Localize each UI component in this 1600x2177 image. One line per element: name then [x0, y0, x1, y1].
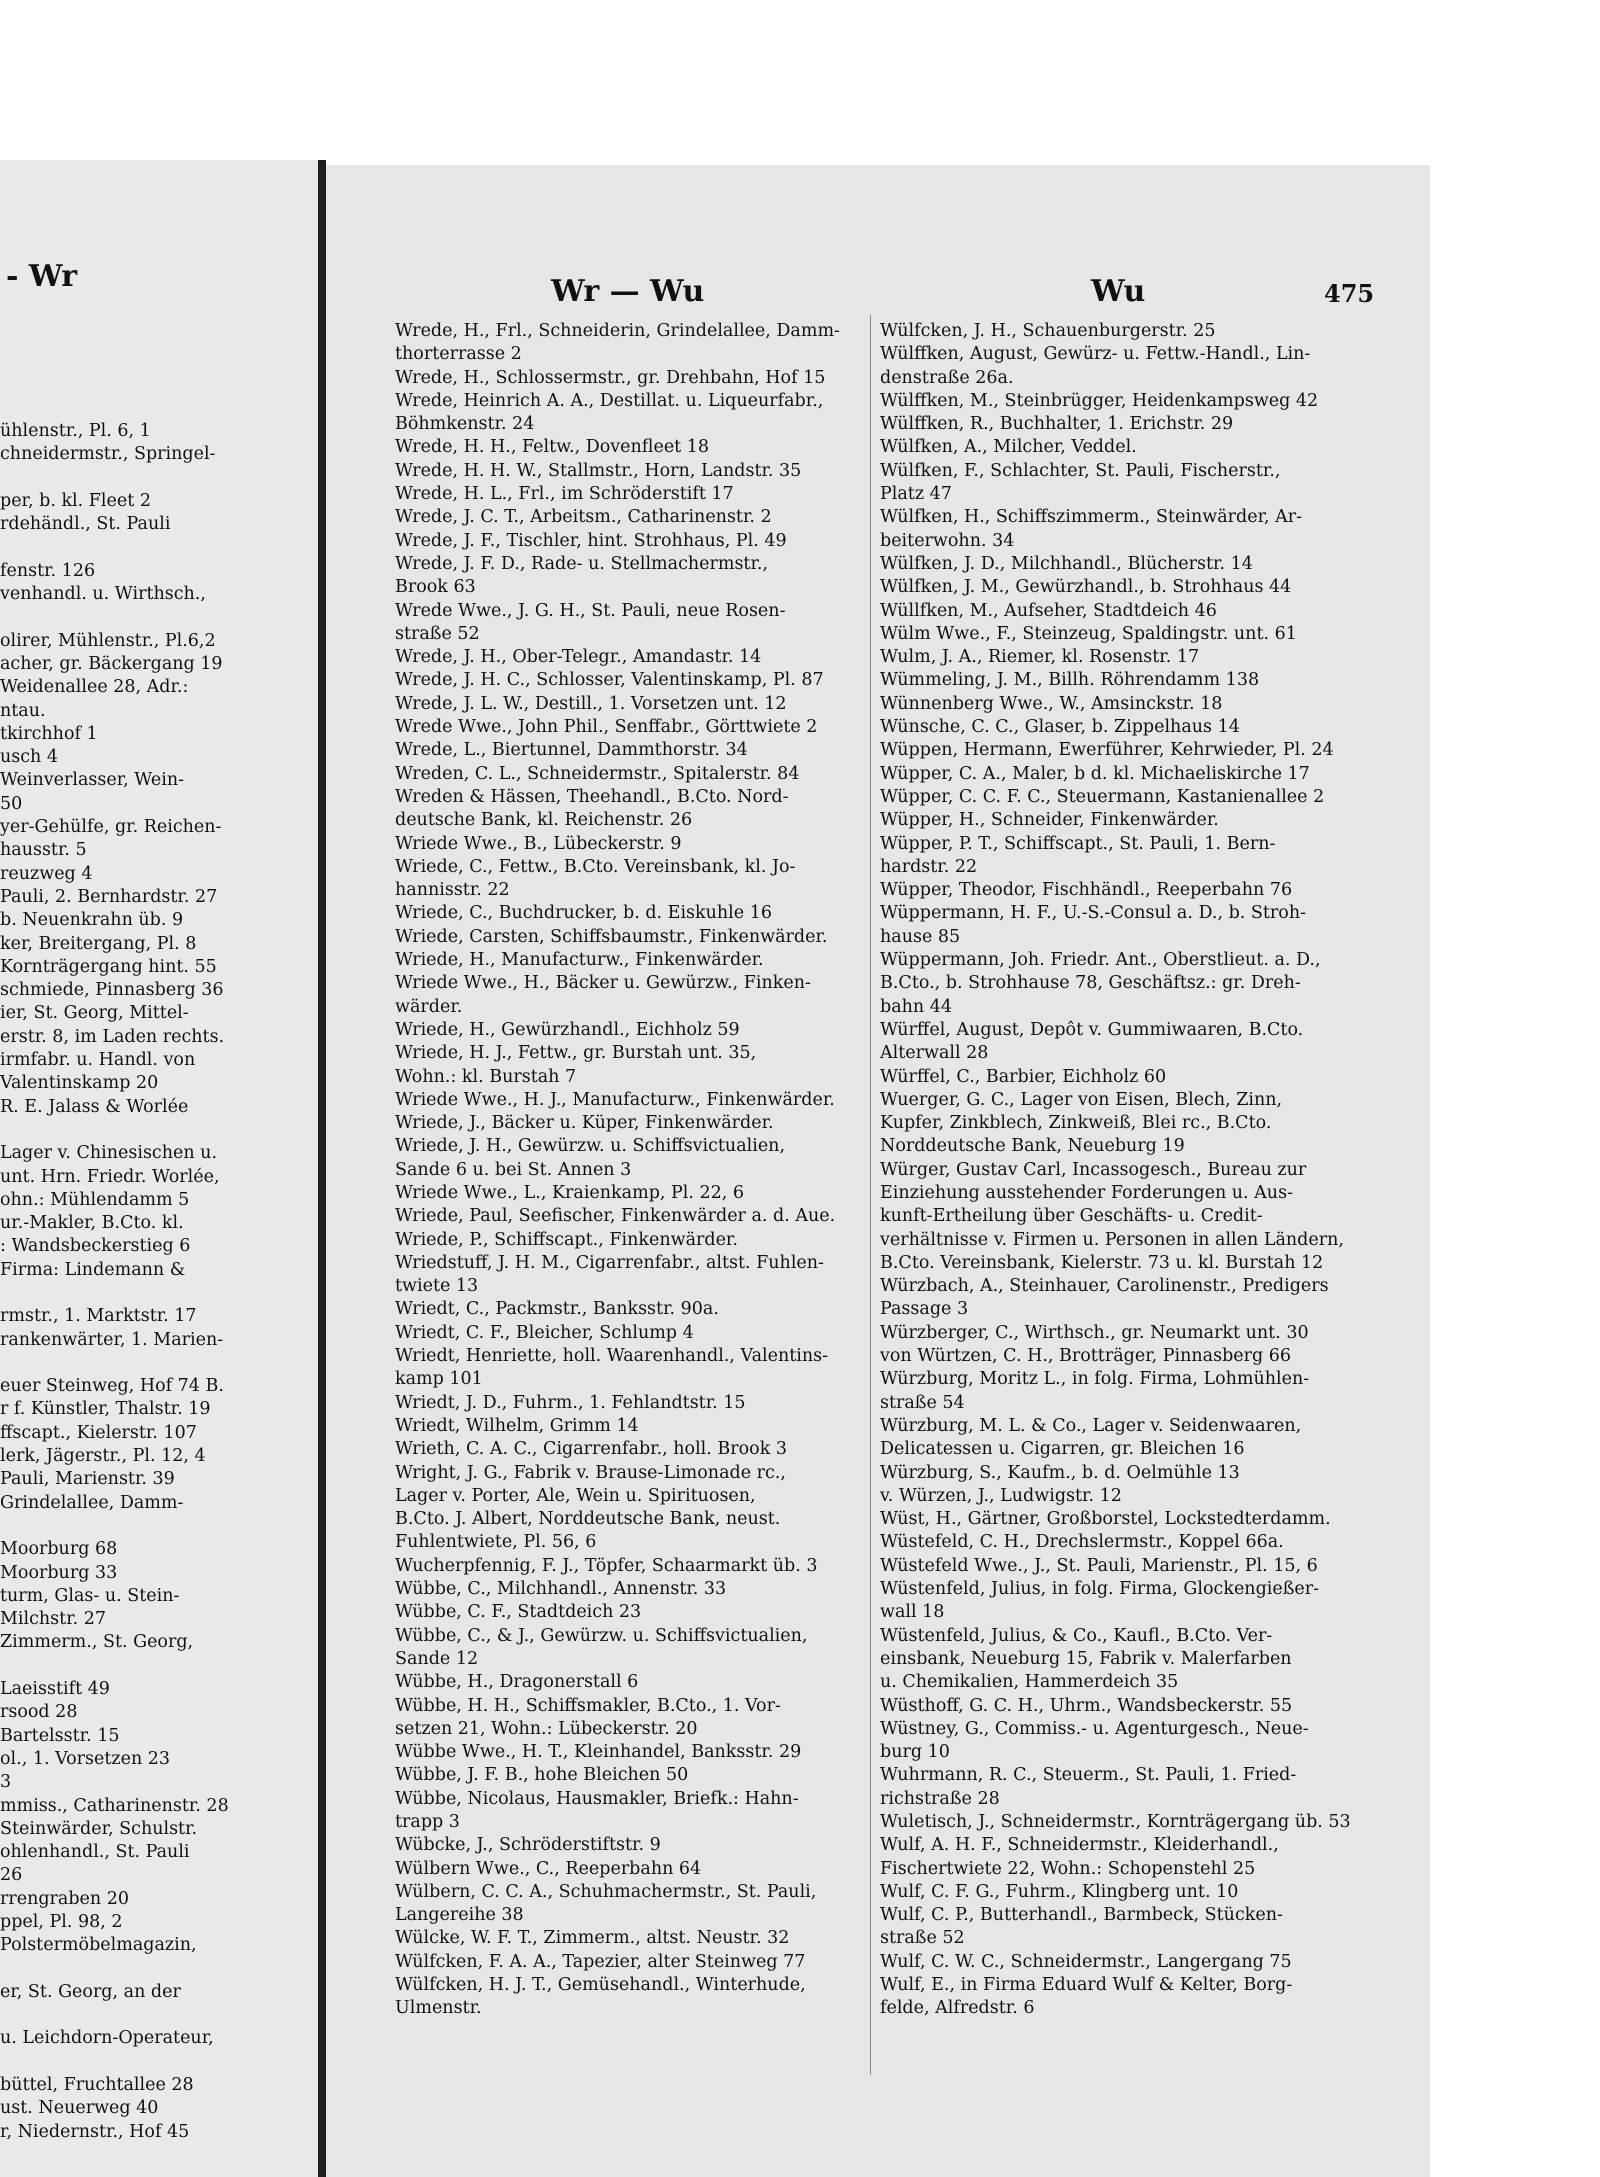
directory-entry: v. Würzen, J., Ludwigstr. 12 [880, 1485, 1122, 1506]
directory-entry: Wriede, C., Fettw., B.Cto. Vereinsbank, kl. Jo- [395, 856, 796, 877]
directory-entry: per, b. kl. Fleet 2 [0, 490, 151, 511]
directory-entry: twiete 13 [395, 1276, 479, 1297]
directory-entry: er, St. Georg, an der [0, 1981, 181, 2002]
directory-entry: Wriedt, C. F., Bleicher, Schlump 4 [395, 1322, 694, 1343]
directory-entry [0, 1655, 316, 1678]
directory-entry: Wübcke, J., Schröderstiftstr. 9 [395, 1835, 661, 1856]
directory-entry: Wriedt, Henriette, holl. Waarenhandl., Valentins- [395, 1346, 829, 1367]
directory-entry: Moorburg 68 [0, 1539, 118, 1560]
directory-entry: Passage 3 [880, 1299, 969, 1320]
directory-entry: thorterrasse 2 [395, 344, 522, 365]
directory-entry: Wüpper, P. T., Schiffscapt., St. Pauli, 1. Bern- [880, 833, 1276, 854]
directory-entry: Würzburg, M. L. & Co., Lager v. Seidenwaaren, [880, 1415, 1302, 1436]
directory-entry: Lager v. Porter, Ale, Wein u. Spirituosen, [395, 1485, 756, 1506]
directory-entry: straße 54 [880, 1392, 965, 1413]
directory-entry: Würzberger, C., Wirthsch., gr. Neumarkt unt. 30 [880, 1322, 1309, 1343]
directory-entry: Würzburg, Moritz L., in folg. Firma, Lohmühlen- [880, 1369, 1310, 1390]
directory-entry: Wüpper, C. C. F. C., Steuermann, Kastanienallee 2 [880, 786, 1325, 807]
directory-entry: Wrede, H. H., Feltw., Dovenfleet 18 [395, 437, 710, 458]
directory-entry [0, 536, 316, 559]
directory-entry: Laeisstift 49 [0, 1679, 110, 1700]
directory-entry: Wüppen, Hermann, Ewerführer, Kehrwieder, Pl. 24 [880, 740, 1334, 761]
directory-entry: B.Cto. Vereinsbank, Kielerstr. 73 u. kl. Burstah 12 [880, 1252, 1324, 1273]
directory-entry: Wülfken, J. M., Gewürzhandl., b. Strohhaus 44 [880, 577, 1292, 598]
directory-entry: u. Leichdorn-Operateur, [0, 2028, 214, 2049]
directory-entry: Wülffken, R., Buchhalter, 1. Erichstr. 29 [880, 414, 1234, 435]
directory-entry: Norddeutsche Bank, Neueburg 19 [880, 1136, 1185, 1157]
directory-entry: büttel, Fruchtallee 28 [0, 2075, 194, 2096]
directory-entry: Wright, J. G., Fabrik v. Brause-Limonade rc., [395, 1462, 786, 1483]
directory-entry: lerk, Jägerstr., Pl. 12, 4 [0, 1446, 206, 1467]
left-page [0, 160, 318, 2177]
book-gutter [318, 160, 326, 2177]
directory-entry: Wrieth, C. A. C., Cigarrenfabr., holl. Brook 3 [395, 1439, 788, 1460]
directory-entry: r f. Künstler, Thalstr. 19 [0, 1399, 211, 1420]
directory-entry: Wüsthoff, G. C. H., Uhrm., Wandsbeckerstr. 55 [880, 1695, 1293, 1716]
directory-entry [0, 606, 316, 629]
page-number: 475 [1324, 279, 1375, 308]
directory-entry: Wüllfken, M., Aufseher, Stadtdeich 46 [880, 600, 1217, 621]
directory-entry: irmfabr. u. Handl. von [0, 1050, 196, 1071]
directory-entry: Moorburg 33 [0, 1562, 118, 1583]
directory-entry: Polstermöbelmagazin, [0, 1935, 197, 1956]
directory-entry: olirer, Mühlenstr., Pl.6,2 [0, 630, 216, 651]
directory-entry: ohn.: Mühlendamm 5 [0, 1189, 190, 1210]
directory-entry: felde, Alfredstr. 6 [880, 1998, 1035, 2019]
directory-entry: Wulf, E., in Firma Eduard Wulf & Kelter, Borg- [880, 1975, 1293, 1996]
directory-entry: Wreden & Hässen, Theehandl., B.Cto. Nord- [395, 786, 789, 807]
directory-entry [0, 2051, 316, 2074]
directory-entry: Wübbe, H., Dragonerstall 6 [395, 1672, 639, 1693]
directory-entry [0, 467, 316, 490]
directory-entry: hause 85 [880, 926, 961, 947]
directory-entry: 26 [0, 1865, 23, 1886]
directory-entry: reuzweg 4 [0, 863, 93, 884]
directory-entry: rdehändl., St. Pauli [0, 514, 171, 535]
directory-entry: Wrede, J. F., Tischler, hint. Strohhaus, Pl. 49 [395, 530, 787, 551]
page-header-letter: Wu [1091, 274, 1146, 309]
directory-entry: Platz 47 [880, 484, 952, 505]
directory-entry: 3 [0, 1772, 12, 1793]
directory-entry: trapp 3 [395, 1812, 460, 1832]
directory-entry: Wrede, J. H., Ober-Telegr., Amandastr. 14 [395, 647, 762, 668]
directory-entry: Würffel, August, Depôt v. Gummiwaaren, B.Cto. [880, 1019, 1304, 1040]
directory-entry [0, 1958, 316, 1981]
directory-entry: straße 52 [880, 1928, 965, 1949]
directory-entry: Milchstr. 27 [0, 1609, 107, 1630]
directory-entry: Wülffken, M., Steinbrügger, Heidenkampsweg 42 [880, 390, 1319, 411]
directory-entry: Wülfcken, F. A. A., Tapezier, alter Steinweg 77 [395, 1951, 806, 1972]
directory-entry: einsbank, Neueburg 15, Fabrik v. Malerfarben [880, 1648, 1292, 1669]
directory-entry: denstraße 26a. [880, 367, 1014, 388]
left-page-column [0, 420, 316, 2144]
directory-entry: Wünsche, C. C., Glaser, b. Zippelhaus 14 [880, 717, 1240, 738]
directory-entry: Wriede, P., Schiffscapt., Finkenwärder. [395, 1229, 738, 1250]
directory-entry: mmiss., Catharinenstr. 28 [0, 1795, 229, 1816]
directory-entry: Wübbe, C., Milchhandl., Annenstr. 33 [395, 1579, 727, 1600]
directory-entry: Wüppermann, Joh. Friedr. Ant., Oberstlieut. a. D., [880, 950, 1321, 971]
directory-entry: Fischertwiete 22, Wohn.: Schopenstehl 25 [880, 1858, 1256, 1879]
directory-entry: Wrede, J. F. D., Rade- u. Stellmachermstr., [395, 553, 769, 574]
directory-entry: hausstr. 5 [0, 840, 87, 861]
directory-entry: Bartelsstr. 15 [0, 1725, 120, 1746]
directory-entry [0, 1515, 316, 1538]
directory-entry: Wriede, C., Buchdrucker, b. d. Eiskuhle 16 [395, 903, 772, 924]
directory-entry: yer-Gehülfe, gr. Reichen- [0, 817, 222, 838]
directory-entry: Wüpper, C. A., Maler, b d. kl. Michaeliskirche 17 [880, 763, 1310, 784]
directory-entry: rankenwärter, 1. Marien- [0, 1329, 224, 1350]
directory-entry: venhandl. u. Wirthsch., [0, 584, 206, 605]
directory-entry: kamp 101 [395, 1369, 483, 1390]
directory-entry: Böhmkenstr. 24 [395, 414, 535, 435]
directory-entry: chneidermstr., Springel- [0, 444, 216, 465]
directory-entry: fenstr. 126 [0, 560, 96, 581]
directory-entry: r, Niedernstr., Hof 45 [0, 2121, 190, 2142]
directory-entry: Grindelallee, Damm- [0, 1492, 184, 1513]
directory-entry: setzen 21, Wohn.: Lübeckerstr. 20 [395, 1718, 698, 1739]
directory-entry: ier, St. Georg, Mittel- [0, 1003, 189, 1024]
directory-entry: Wülfcken, H. J. T., Gemüsehandl., Winterhude, [395, 1975, 806, 1996]
directory-entry: Ulmenstr. [395, 1998, 482, 2019]
directory-entry: Wrede, L., Biertunnel, Dammthorstr. 34 [395, 740, 748, 761]
directory-entry: hannisstr. 22 [395, 880, 510, 901]
directory-entry: straße 52 [395, 623, 480, 644]
directory-entry: Würzburg, S., Kaufm., b. d. Oelmühle 13 [880, 1462, 1240, 1483]
directory-entry: Wüpper, Theodor, Fischhändl., Reeperbahn 76 [880, 880, 1293, 901]
directory-entry: Wriede, Carsten, Schiffsbaumstr., Finkenwärder. [395, 926, 828, 947]
directory-entry: Wübbe, J. F. B., hohe Bleichen 50 [395, 1765, 689, 1786]
directory-entry: von Würtzen, C. H., Brotträger, Pinnasberg 66 [880, 1346, 1292, 1367]
directory-entry: Fuhlentwiete, Pl. 56, 6 [395, 1532, 597, 1553]
directory-entry: ker, Breitergang, Pl. 8 [0, 933, 197, 954]
directory-entry: ol., 1. Vorsetzen 23 [0, 1748, 171, 1769]
directory-entry: Zimmerm., St. Georg, [0, 1632, 194, 1653]
directory-entry: Pauli, 2. Bernhardstr. 27 [0, 886, 218, 907]
directory-entry: Würffel, C., Barbier, Eichholz 60 [880, 1066, 1167, 1087]
directory-entry: Wüppermann, H. F., U.-S.-Consul a. D., b. Stroh- [880, 903, 1307, 924]
directory-entry: Wriede, Paul, Seefischer, Finkenwärder a. d. Aue. [395, 1206, 836, 1227]
directory-entry: Weinverlasser, Wein- [0, 770, 185, 791]
directory-entry: Kornträgergang hint. 55 [0, 956, 217, 977]
directory-entry: Brook 63 [395, 577, 476, 598]
directory-entry: Firma: Lindemann & [0, 1259, 186, 1280]
directory-entry: B.Cto., b. Strohhause 78, Geschäftsz.: gr. Dreh- [880, 973, 1301, 994]
directory-entry: unt. Hrn. Friedr. Worlée, [0, 1166, 220, 1187]
directory-entry: Pauli, Marienstr. 39 [0, 1469, 175, 1490]
directory-entry: Wülfken, F., Schlachter, St. Pauli, Fischerstr., [880, 460, 1281, 481]
directory-entry: schmiede, Pinnasberg 36 [0, 980, 224, 1001]
directory-entry: Wriede, H., Gewürzhandl., Eichholz 59 [395, 1019, 740, 1040]
directory-entry: Wülbern Wwe., C., Reeperbahn 64 [395, 1858, 702, 1879]
directory-entry: Wrede, H., Schlossermstr., gr. Drehbahn, Hof 15 [395, 367, 826, 388]
directory-entry: Wübbe Wwe., H. T., Kleinhandel, Banksstr. 29 [395, 1742, 802, 1763]
directory-entry: wärder. [395, 996, 463, 1017]
directory-entry: ur.-Makler, B.Cto. kl. [0, 1213, 184, 1234]
directory-entry: Wüstenfeld, Julius, & Co., Kaufl., B.Cto. Ver- [880, 1625, 1273, 1646]
directory-entry: Wriede Wwe., L., Kraienkamp, Pl. 22, 6 [395, 1182, 745, 1203]
directory-entry [0, 1119, 316, 1142]
directory-entry: ust. Neuerweg 40 [0, 2098, 159, 2119]
directory-entry: Wriede, H. J., Fettw., gr. Burstah unt. 35, [395, 1043, 757, 1064]
directory-entry: Wübbe, H. H., Schiffsmakler, B.Cto., 1. Vor- [395, 1695, 781, 1716]
directory-entry: Wohn.: kl. Burstah 7 [395, 1066, 577, 1087]
directory-entry: burg 10 [880, 1742, 950, 1763]
page-header-range: Wr — Wu [551, 274, 705, 309]
directory-entry: Wülfken, J. D., Milchhandl., Blücherstr. 14 [880, 553, 1253, 574]
directory-entry: Wrede, H. L., Frl., im Schröderstift 17 [395, 484, 734, 505]
directory-entry: usch 4 [0, 747, 59, 768]
directory-entry: 50 [0, 793, 23, 814]
directory-entry: Sande 12 [395, 1648, 479, 1669]
directory-column-1 [395, 320, 870, 2021]
directory-entry: tkirchhof 1 [0, 723, 98, 744]
directory-entry: Wreden, C. L., Schneidermstr., Spitalerstr. 84 [395, 763, 800, 784]
directory-entry: Wriede, J. H., Gewürzw. u. Schiffsvictualien, [395, 1136, 786, 1157]
directory-entry: ppel, Pl. 98, 2 [0, 1912, 123, 1932]
directory-entry: Wübbe, C., & J., Gewürzw. u. Schiffsvictualien, [395, 1625, 808, 1646]
directory-entry: B.Cto. J. Albert, Norddeutsche Bank, neust. [395, 1509, 781, 1530]
directory-entry: Wriedt, C., Packmstr., Banksstr. 90a. [395, 1299, 719, 1320]
directory-entry: Weidenallee 28, Adr.: [0, 677, 189, 698]
directory-entry: ntau. [0, 700, 46, 721]
directory-entry: acher, gr. Bäckergang 19 [0, 653, 223, 674]
directory-entry: euer Steinweg, Hof 74 B. [0, 1376, 224, 1397]
directory-entry: rsood 28 [0, 1702, 78, 1723]
directory-entry: rrengraben 20 [0, 1888, 130, 1909]
directory-entry: Wuerger, G. C., Lager von Eisen, Blech, Zinn, [880, 1089, 1283, 1110]
directory-entry: Wüpper, H., Schneider, Finkenwärder. [880, 810, 1219, 831]
directory-entry: Wrede, J. C. T., Arbeitsm., Catharinenstr. 2 [395, 507, 772, 528]
directory-entry: Würzbach, A., Steinhauer, Carolinenstr., Predigers [880, 1276, 1329, 1297]
directory-entry: Wriedstuff, J. H. M., Cigarrenfabr., altst. Fuhlen- [395, 1252, 824, 1273]
directory-entry: Wüstefeld Wwe., J., St. Pauli, Marienstr., Pl. 15, 6 [880, 1555, 1318, 1576]
directory-entry: ühlenstr., Pl. 6, 1 [0, 421, 151, 441]
directory-entry: Kupfer, Zinkblech, Zinkweiß, Blei rc., B.Cto. [880, 1113, 1272, 1134]
directory-entry: Wulf, C. P., Butterhandl., Barmbeck, Stücken- [880, 1905, 1283, 1926]
directory-entry: Wriede Wwe., B., Lübeckerstr. 9 [395, 833, 682, 854]
directory-entry: b. Neuenkrahn üb. 9 [0, 910, 184, 931]
directory-entry: Wriedt, J. D., Fuhrm., 1. Fehlandtstr. 15 [395, 1392, 746, 1413]
directory-entry: Wrede, H. H. W., Stallmstr., Horn, Landstr. 35 [395, 460, 802, 481]
directory-entry: ffscapt., Kielerstr. 107 [0, 1422, 197, 1443]
directory-entry: Sande 6 u. bei St. Annen 3 [395, 1159, 632, 1180]
directory-entry: hardstr. 22 [880, 856, 978, 877]
directory-entry: Wüstefeld, C. H., Drechslermstr., Koppel 66a. [880, 1532, 1284, 1553]
directory-entry: R. E. Jalass & Worlée [0, 1096, 189, 1117]
directory-entry: Delicatessen u. Cigarren, gr. Bleichen 16 [880, 1439, 1245, 1460]
directory-entry: Wulf, A. H. F., Schneidermstr., Kleiderhandl., [880, 1835, 1279, 1856]
directory-entry [0, 1352, 316, 1375]
directory-entry: rmstr., 1. Marktstr. 17 [0, 1306, 197, 1327]
directory-entry: verhältnisse v. Firmen u. Personen in allen Ländern, [880, 1229, 1344, 1250]
directory-entry [0, 2004, 316, 2027]
directory-entry: beiterwohn. 34 [880, 530, 1015, 551]
directory-entry: Wriedt, Wilhelm, Grimm 14 [395, 1415, 639, 1436]
directory-entry: richstraße 28 [880, 1788, 1000, 1809]
directory-entry: Wulm, J. A., Riemer, kl. Rosenstr. 17 [880, 647, 1200, 668]
directory-entry: Wüst, H., Gärtner, Großborstel, Lockstedterdamm. [880, 1509, 1331, 1530]
directory-entry: Wucherpfennig, F. J., Töpfer, Schaarmarkt üb. 3 [395, 1555, 818, 1576]
directory-entry: Wülfken, H., Schiffszimmerm., Steinwärder, Ar- [880, 507, 1303, 528]
directory-entry: Wümmeling, J. M., Billh. Röhrendamm 138 [880, 670, 1260, 691]
directory-entry: : Wandsbeckerstieg 6 [0, 1236, 191, 1257]
directory-entry: Wülcke, W. F. T., Zimmerm., altst. Neustr. 32 [395, 1928, 790, 1949]
directory-entry: Wrede, Heinrich A. A., Destillat. u. Liqueurfabr., [395, 390, 824, 411]
directory-entry: wall 18 [880, 1602, 945, 1623]
directory-entry: erstr. 8, im Laden rechts. [0, 1026, 225, 1047]
directory-entry: Wrede, J. H. C., Schlosser, Valentinskamp, Pl. 87 [395, 670, 824, 691]
directory-entry: Wüstney, G., Commiss.- u. Agenturgesch., Neue- [880, 1718, 1309, 1739]
directory-entry: Wrede, J. L. W., Destill., 1. Vorsetzen unt. 12 [395, 693, 787, 714]
directory-entry: bahn 44 [880, 996, 953, 1017]
directory-entry: Einziehung ausstehender Forderungen u. Aus- [880, 1182, 1293, 1203]
directory-entry: Wülfcken, J. H., Schauenburgerstr. 25 [880, 321, 1216, 341]
directory-entry: Lager v. Chinesischen u. [0, 1143, 218, 1164]
directory-entry: u. Chemikalien, Hammerdeich 35 [880, 1672, 1179, 1693]
directory-column-2 [880, 320, 1360, 2021]
directory-entry: Steinwärder, Schulstr. [0, 1818, 198, 1839]
directory-entry: ohlenhandl., St. Pauli [0, 1842, 190, 1863]
directory-entry: Wrede Wwe., J. G. H., St. Pauli, neue Rosen- [395, 600, 786, 621]
directory-entry: Alterwall 28 [880, 1043, 989, 1064]
directory-entry: Wülm Wwe., F., Steinzeug, Spaldingstr. unt. 61 [880, 623, 1297, 644]
column-divider [870, 315, 871, 2075]
directory-entry: Wriede, H., Manufacturw., Finkenwärder. [395, 950, 764, 971]
left-page-header: - Wr [6, 259, 78, 294]
directory-entry: Valentinskamp 20 [0, 1073, 159, 1094]
directory-entry: kunft-Ertheilung über Geschäfts- u. Credit- [880, 1206, 1263, 1227]
directory-entry: Wrede Wwe., John Phil., Senffabr., Görttwiete 2 [395, 717, 818, 738]
directory-entry: deutsche Bank, kl. Reichenstr. 26 [395, 810, 693, 831]
directory-entry: Wünnenberg Wwe., W., Amsinckstr. 18 [880, 693, 1223, 714]
directory-entry: Wuhrmann, R. C., Steuerm., St. Pauli, 1. Fried- [880, 1765, 1297, 1786]
directory-entry: Wübbe, C. F., Stadtdeich 23 [395, 1602, 642, 1623]
directory-entry: Wülbern, C. C. A., Schuhmachermstr., St. Pauli, [395, 1881, 817, 1902]
directory-entry: Wriede, J., Bäcker u. Küper, Finkenwärder. [395, 1113, 774, 1134]
directory-entry: Wulf, C. W. C., Schneidermstr., Langergang 75 [880, 1951, 1292, 1972]
directory-entry: Wrede, H., Frl., Schneiderin, Grindelallee, Damm- [395, 321, 840, 341]
directory-entry: Würger, Gustav Carl, Incassogesch., Bureau zur [880, 1159, 1307, 1180]
directory-entry: Wülffken, August, Gewürz- u. Fettw.-Handl., Lin- [880, 344, 1311, 365]
directory-entry: Wuletisch, J., Schneidermstr., Kornträgergang üb. 53 [880, 1812, 1351, 1832]
directory-entry: Wriede Wwe., H., Bäcker u. Gewürzw., Finken- [395, 973, 811, 994]
directory-entry: turm, Glas- u. Stein- [0, 1585, 180, 1606]
directory-entry: Wriede Wwe., H. J., Manufacturw., Finkenwärder. [395, 1089, 835, 1110]
directory-entry: Wulf, C. F. G., Fuhrm., Klingberg unt. 10 [880, 1881, 1239, 1902]
directory-entry: Langereihe 38 [395, 1905, 524, 1926]
directory-entry [0, 1282, 316, 1305]
directory-entry: Wübbe, Nicolaus, Hausmakler, Briefk.: Hahn- [395, 1788, 799, 1809]
directory-entry: Wüstenfeld, Julius, in folg. Firma, Glockengießer- [880, 1579, 1320, 1600]
directory-entry: Wülfken, A., Milcher, Veddel. [880, 437, 1137, 458]
